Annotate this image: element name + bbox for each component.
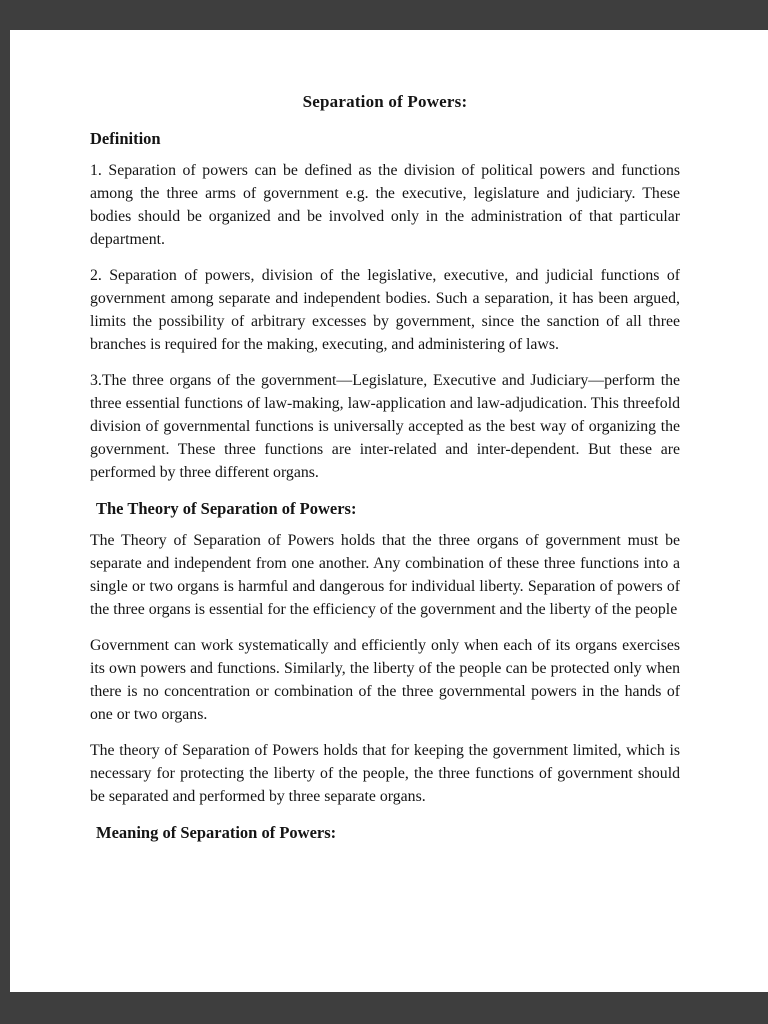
paragraph: The theory of Separation of Powers holds that for keeping the government limited, which is necessary for protecting the liberty of the people, the three functions of government should be separated and performed by three separate organs.: [90, 742, 680, 805]
paragraph: 2. Separation of powers, division of the legislative, executive, and judicial functions of government among separate and independent bodies. Such a separation, it has been argued, limits the possibility of arbitrary excesses by government, since the sanction of all three branches is required for the making, executing, and administering of laws.: [90, 267, 680, 353]
viewer-left-edge: [0, 0, 10, 1024]
paragraph: 1. Separation of powers can be defined as the division of political powers and functions among the three arms of government e.g. the executive, legislature and judiciary. These bodies should be organized and be involved only in the administration of that particular department.: [90, 162, 680, 248]
paragraph: The Theory of Separation of Powers holds that the three organs of government must be separate and independent from one another. Any combination of these three functions into a single or two organs is harmful and dangerous for individual liberty. Separation of powers of the three organs is essential for the efficiency of the government and the liberty of the people: [90, 532, 680, 618]
section-heading-theory: The Theory of Separation of Powers:: [96, 499, 357, 518]
document-title: Separation of Powers:: [302, 92, 468, 111]
viewer-bottom-bar: [0, 992, 768, 1024]
paragraph: Government can work systematically and efficiently only when each of its organs exercises its own powers and functions. Similarly, the liberty of the people can be protected only when there is no concentration or combination of the three governmental powers in the hands of one or two organs.: [90, 637, 680, 723]
paragraph: 3.The three organs of the government—Legislature, Executive and Judiciary—perform the three essential functions of law-making, law-application and law-adjudication. This threefold division of governmental functions is universally accepted as the best way of organizing the government. These three functions are inter-related and inter-dependent. But these are performed by three different organs.: [90, 372, 680, 481]
document-page: [10, 30, 768, 992]
section-heading-meaning: Meaning of Separation of Powers:: [96, 823, 337, 842]
viewer-top-bar: [0, 0, 768, 30]
section-heading-definition: Definition: [90, 129, 161, 148]
